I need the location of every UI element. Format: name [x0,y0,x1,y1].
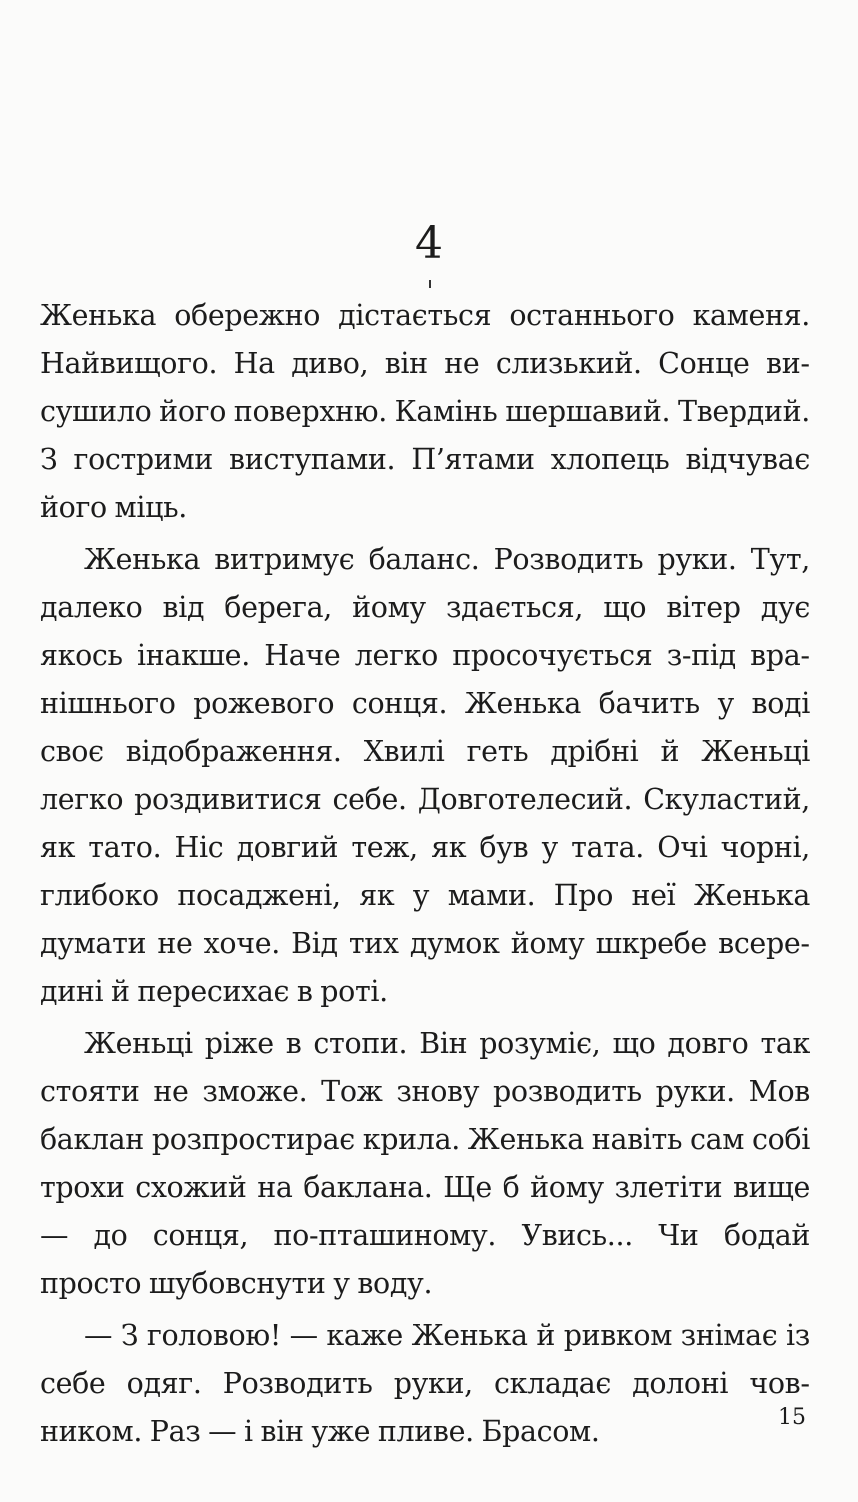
body-text [40,292,810,1456]
paragraph: Женька обережно дістається останнього каменя. Найвищого. На диво, він не слизький. Сонце висушило його поверхню. Камінь шершавий. Твердий. З гострими виступами. П’ятами хлопець відчуває його міць. [40,299,810,524]
page-number: 15 [778,1405,806,1430]
paragraph: Женьці ріже в стопи. Він розуміє, що довго так стояти не зможе. Тож знову розводить руки. Мов баклан розпростирає крила. Женька навіть сам собі трохи схожий на баклана. Ще б йому злетіти вище — до сонця, по-пташиному. Увись... Чи бодай просто шубовснути у воду. [40,1027,810,1300]
chapter-number: 4 [415,218,443,269]
paragraph: — З головою! — каже Женька й ривком знімає із себе одяг. Розводить руки, складає долоні човником. Раз — і він уже пливе. Брасом. [40,1319,810,1448]
paragraph: Женька витримує баланс. Розводить руки. Тут, далеко від берега, йому здається, що вітер дує якось інакше. Наче легко просочується з-під вранішнього рожевого сонця. Женька бачить у воді своє відображення. Хвилі геть дрібні й Женьці легко роздивитися себе. Довготелесий. Скуластий, як тато. Ніс довгий теж, як був у тата. Очі чорні, глибоко посаджені, як у мами. Про неї Женька думати не хоче. Від тих думок йому шкребе всередині й пересихає в роті. [40,543,810,1008]
chapter-ornament [429,280,431,288]
